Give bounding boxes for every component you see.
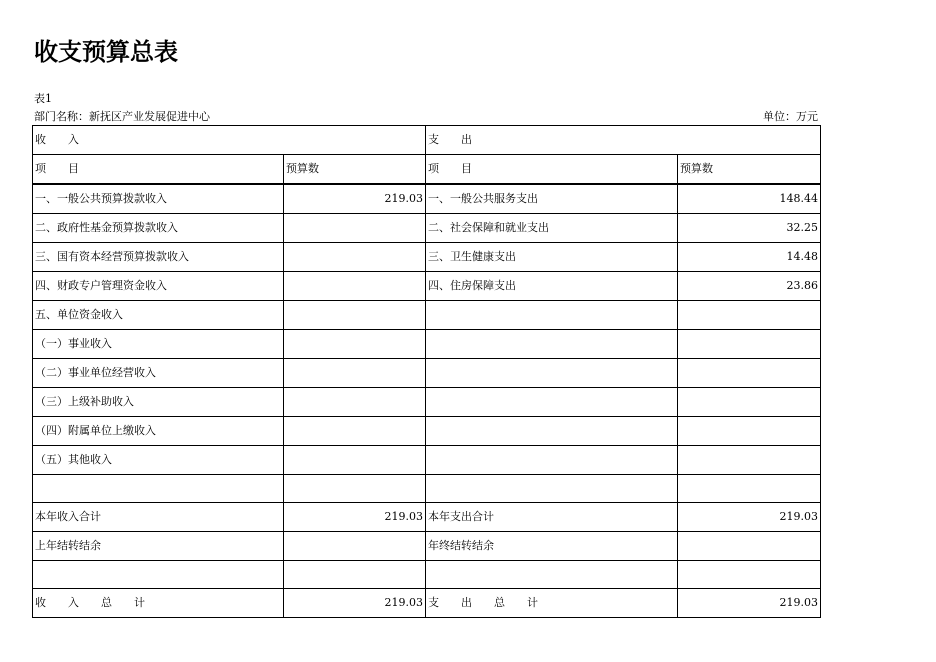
income-item-cell: 本年收入合计 [33, 503, 284, 532]
table-row [33, 184, 821, 214]
income-item-cell [33, 561, 284, 589]
income-value-cell [284, 214, 426, 243]
table-row [33, 561, 821, 589]
expense-item-cell: 本年支出合计 [426, 503, 678, 532]
table-row [33, 388, 821, 417]
income-item-cell: 四、财政专户管理资金收入 [33, 272, 284, 301]
income-value-cell [284, 475, 426, 503]
department-name: 部门名称：新抚区产业发展促进中心 [34, 110, 210, 123]
income-item-cell [33, 475, 284, 503]
table-label: 表1 [34, 92, 52, 105]
income-item-cell: 五、单位资金收入 [33, 301, 284, 330]
table-row [33, 301, 821, 330]
table-row [33, 503, 821, 532]
expense-value-cell [678, 417, 821, 446]
table-row [33, 475, 821, 503]
table-row [33, 330, 821, 359]
table-row [33, 243, 821, 272]
income-item-cell: （一）事业收入 [33, 330, 284, 359]
column-header-row [33, 155, 821, 185]
income-item-cell: （四）附属单位上缴收入 [33, 417, 284, 446]
expense-value-cell [678, 359, 821, 388]
expense-value-cell: 219.03 [678, 503, 821, 532]
table-row [33, 446, 821, 475]
expense-item-cell: 年终结转结余 [426, 532, 678, 561]
income-value-cell [284, 359, 426, 388]
income-item-cell: 三、国有资本经营预算拨款收入 [33, 243, 284, 272]
income-item-cell: 二、政府性基金预算拨款收入 [33, 214, 284, 243]
table-row [33, 214, 821, 243]
table-body [33, 184, 821, 618]
income-item-cell: （二）事业单位经营收入 [33, 359, 284, 388]
income-item-cell: （五）其他收入 [33, 446, 284, 475]
income-value-cell: 219.03 [284, 503, 426, 532]
income-item-cell: 一、一般公共预算拨款收入 [33, 184, 284, 214]
income-value-cell [284, 330, 426, 359]
expense-item-cell [426, 561, 678, 589]
expense-item-cell [426, 330, 678, 359]
income-value-cell [284, 417, 426, 446]
expense-item-cell: 一、一般公共服务支出 [426, 184, 678, 214]
income-section-header: 收 入 [33, 126, 426, 155]
table-row [33, 417, 821, 446]
table-row [33, 589, 821, 618]
expense-item-cell: 支 出 总 计 [426, 589, 678, 618]
expense-item-cell: 三、卫生健康支出 [426, 243, 678, 272]
income-value-cell [284, 446, 426, 475]
income-value-cell [284, 561, 426, 589]
income-value-cell [284, 272, 426, 301]
expense-value-cell: 219.03 [678, 589, 821, 618]
income-value-cell [284, 532, 426, 561]
table-row [33, 359, 821, 388]
income-item-cell: （三）上级补助收入 [33, 388, 284, 417]
expense-section-header: 支 出 [426, 126, 821, 155]
expense-item-header: 项 目 [426, 155, 678, 185]
expense-item-cell [426, 475, 678, 503]
income-value-cell: 219.03 [284, 589, 426, 618]
expense-value-cell: 23.86 [678, 272, 821, 301]
income-value-cell [284, 243, 426, 272]
expense-value-cell: 14.48 [678, 243, 821, 272]
income-value-cell [284, 388, 426, 417]
expense-value-cell: 32.25 [678, 214, 821, 243]
unit-label: 单位：万元 [763, 110, 818, 123]
expense-item-cell [426, 301, 678, 330]
expense-value-cell [678, 388, 821, 417]
expense-value-cell [678, 330, 821, 359]
expense-value-cell [678, 561, 821, 589]
expense-value-cell [678, 446, 821, 475]
table-row [33, 532, 821, 561]
section-header-row [33, 126, 821, 155]
table-row [33, 272, 821, 301]
expense-value-cell [678, 532, 821, 561]
expense-value-cell [678, 301, 821, 330]
income-value-cell: 219.03 [284, 184, 426, 214]
expense-value-cell: 148.44 [678, 184, 821, 214]
income-item-cell: 收 入 总 计 [33, 589, 284, 618]
page-title: 收支预算总表 [34, 37, 178, 66]
expense-item-cell [426, 446, 678, 475]
expense-value-cell [678, 475, 821, 503]
income-item-cell: 上年结转结余 [33, 532, 284, 561]
expense-item-cell: 四、住房保障支出 [426, 272, 678, 301]
expense-item-cell [426, 417, 678, 446]
income-value-cell [284, 301, 426, 330]
expense-item-cell [426, 388, 678, 417]
income-item-header: 项 目 [33, 155, 284, 185]
budget-summary-table [32, 125, 821, 618]
expense-item-cell [426, 359, 678, 388]
expense-item-cell: 二、社会保障和就业支出 [426, 214, 678, 243]
income-budget-header: 预算数 [284, 155, 426, 185]
expense-budget-header: 预算数 [678, 155, 821, 185]
